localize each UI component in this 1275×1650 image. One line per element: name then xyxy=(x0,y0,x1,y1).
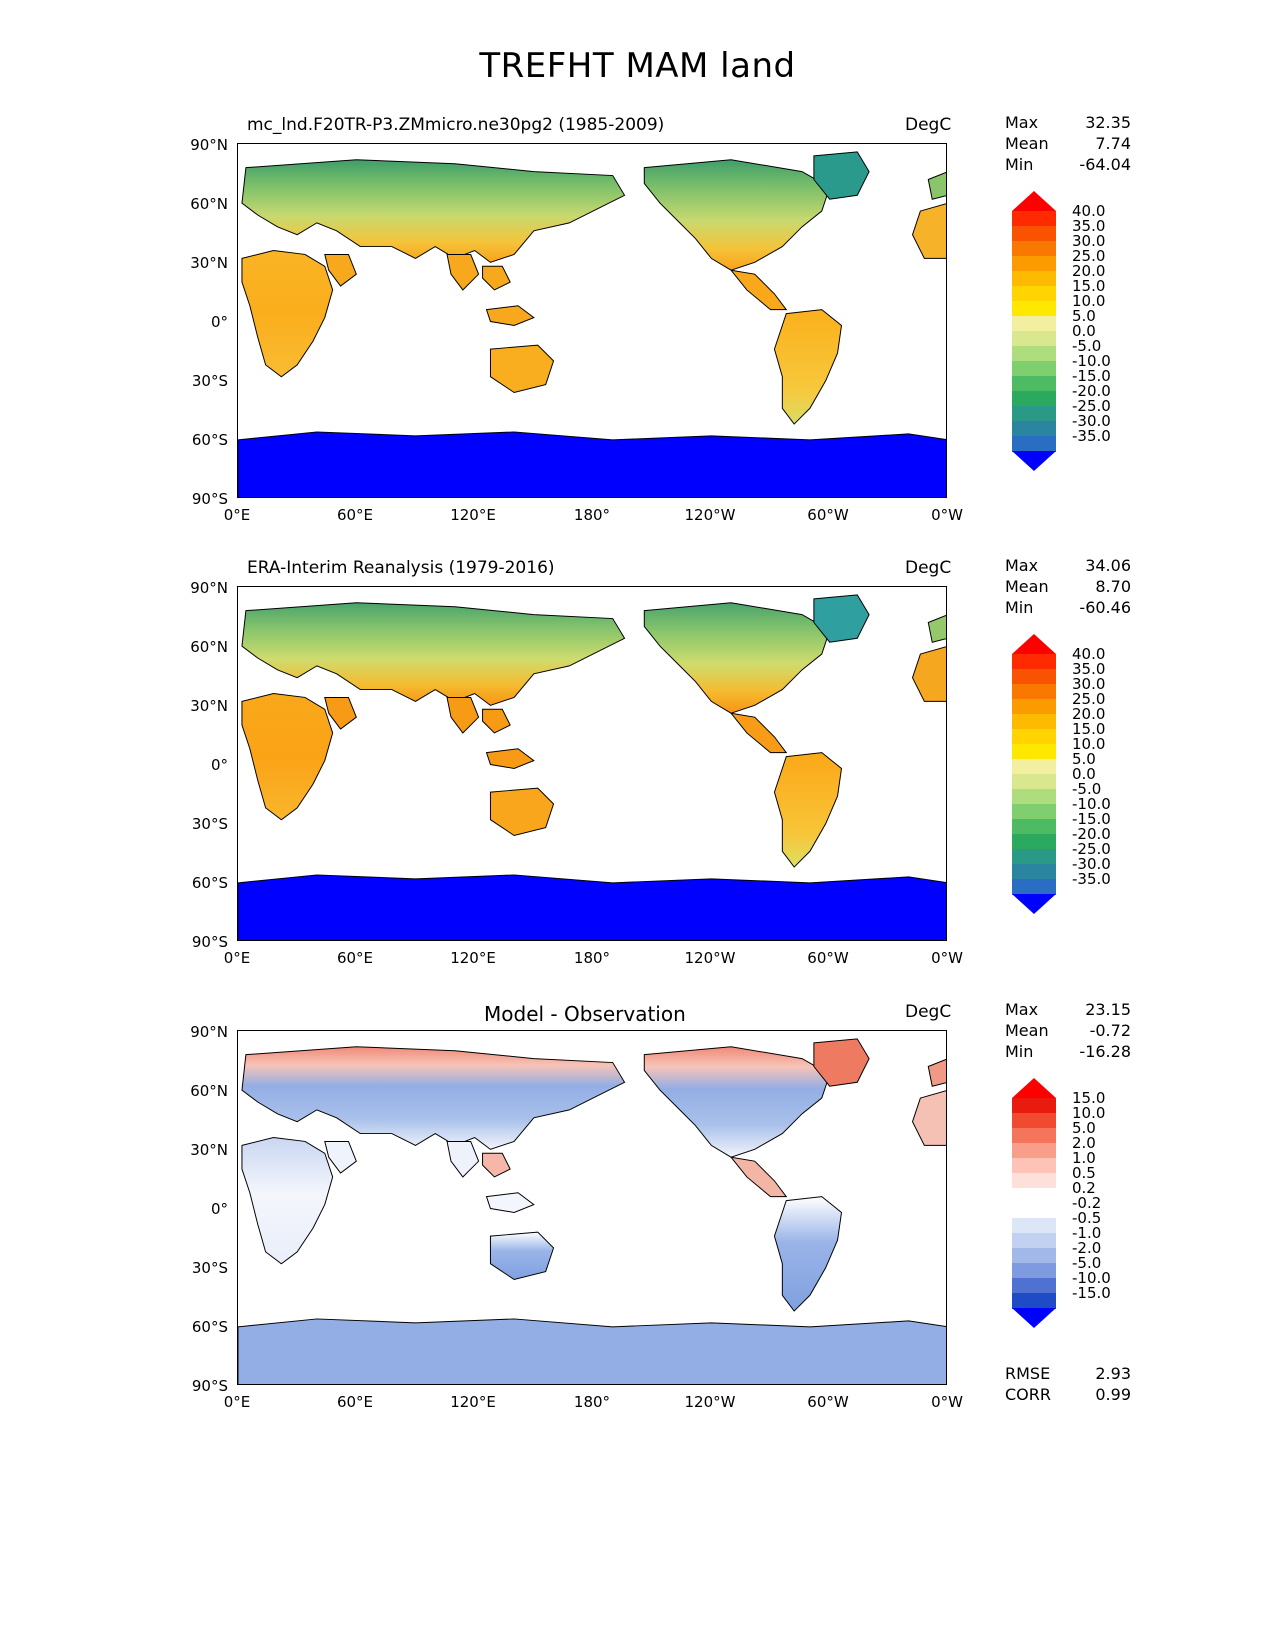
xtick-120w: 120°W xyxy=(684,1393,736,1411)
colorbar-tick-label: 35.0 xyxy=(1072,660,1106,678)
colorbar-segment xyxy=(1012,1248,1056,1264)
colorbar-segment xyxy=(1012,834,1056,850)
colorbar-segment xyxy=(1012,1233,1056,1249)
colorbar-tick-label: 0.0 xyxy=(1072,322,1096,340)
ytick-30n: 30°N xyxy=(190,1141,228,1159)
colorbar-segment xyxy=(1012,406,1056,422)
xtick-120e: 120°E xyxy=(450,1393,496,1411)
colorbar-segment xyxy=(1012,256,1056,272)
colorbar-tick-label: -35.0 xyxy=(1072,427,1111,445)
colorbar-tick-label: -35.0 xyxy=(1072,870,1111,888)
colorbar-tick-label: 35.0 xyxy=(1072,217,1106,235)
ytick-30s: 30°S xyxy=(191,1259,228,1277)
colorbar-segment xyxy=(1012,1143,1056,1159)
colorbar-tick-label: -5.0 xyxy=(1072,780,1102,798)
figure-title: TREFHT MAM land xyxy=(479,46,796,86)
colorbar-tick-label: -25.0 xyxy=(1072,840,1111,858)
colorbar-tick-label: -15.0 xyxy=(1072,1284,1111,1302)
stat-min: Min -60.46 xyxy=(1005,598,1131,617)
colorbar-tick-label: -15.0 xyxy=(1072,810,1111,828)
colorbar-tick-label: -10.0 xyxy=(1072,352,1111,370)
colorbar-tick-label: 15.0 xyxy=(1072,720,1106,738)
colorbar-segment xyxy=(1012,436,1056,452)
colorbar-segment xyxy=(1012,1173,1056,1189)
colorbar[interactable] xyxy=(1012,191,1111,471)
ytick-30s: 30°S xyxy=(191,372,228,390)
colorbar-tick-label: 10.0 xyxy=(1072,1104,1106,1122)
colorbar-segment xyxy=(1012,1098,1056,1114)
colorbar-segment xyxy=(1012,1203,1056,1219)
colorbar-segment xyxy=(1012,1278,1056,1294)
colorbar-segment xyxy=(1012,1218,1056,1234)
colorbar[interactable] xyxy=(1012,1078,1111,1328)
colorbar-tick-label: -30.0 xyxy=(1072,855,1111,873)
colorbar-segment xyxy=(1012,211,1056,227)
map-plot-area[interactable] xyxy=(237,1030,947,1385)
colorbar-arrow-bottom xyxy=(1012,451,1056,471)
colorbar-arrow-top xyxy=(1012,191,1056,211)
colorbar-tick-label: -5.0 xyxy=(1072,337,1102,355)
colorbar-tick-label: -0.2 xyxy=(1072,1194,1102,1212)
colorbar-tick-label: 0.2 xyxy=(1072,1179,1096,1197)
ytick-0: 0° xyxy=(210,756,228,774)
colorbar-arrow-top xyxy=(1012,634,1056,654)
stat-max: Max 32.35 xyxy=(1005,113,1131,132)
colorbar-tick-label: 30.0 xyxy=(1072,675,1106,693)
colorbar-segment xyxy=(1012,421,1056,437)
colorbar-tick-label: -5.0 xyxy=(1072,1254,1102,1272)
xtick-60e: 60°E xyxy=(336,949,374,967)
map-continents xyxy=(238,144,947,498)
ytick-90s: 90°S xyxy=(191,933,228,951)
colorbar-arrow-bottom xyxy=(1012,1308,1056,1328)
colorbar-segment xyxy=(1012,729,1056,745)
colorbar-segment xyxy=(1012,879,1056,895)
colorbar-segment xyxy=(1012,789,1056,805)
colorbar-segment xyxy=(1012,391,1056,407)
ytick-0: 0° xyxy=(210,313,228,331)
colorbar-tick-label: -2.0 xyxy=(1072,1239,1102,1257)
colorbar-segment xyxy=(1012,699,1056,715)
colorbar-tick-label: 25.0 xyxy=(1072,247,1106,265)
ytick-90n: 90°N xyxy=(190,579,228,597)
xtick-180: 180° xyxy=(573,506,611,524)
colorbar-segment xyxy=(1012,864,1056,880)
colorbar-tick-label: 2.0 xyxy=(1072,1134,1096,1152)
stat-mean: Mean -0.72 xyxy=(1005,1021,1131,1040)
colorbar-segment xyxy=(1012,804,1056,820)
colorbar-segment xyxy=(1012,759,1056,775)
colorbar-tick-label: -0.5 xyxy=(1072,1209,1102,1227)
ytick-60s: 60°S xyxy=(191,1318,228,1336)
colorbar-tick-label: 5.0 xyxy=(1072,750,1096,768)
xtick-0w: 0°W xyxy=(931,1393,963,1411)
stat-rmse: RMSE 2.93 xyxy=(1005,1364,1131,1383)
stat-mean: Mean 8.70 xyxy=(1005,577,1131,596)
colorbar-segment xyxy=(1012,286,1056,302)
colorbar-segment xyxy=(1012,226,1056,242)
colorbar-segment xyxy=(1012,1263,1056,1279)
colorbar-tick-label: -1.0 xyxy=(1072,1224,1102,1242)
ytick-0: 0° xyxy=(210,1200,228,1218)
colorbar-tick-label: 0.0 xyxy=(1072,765,1096,783)
colorbar-segment xyxy=(1012,1158,1056,1174)
ytick-60n: 60°N xyxy=(190,1082,228,1100)
ytick-90s: 90°S xyxy=(191,490,228,508)
xtick-180: 180° xyxy=(573,949,611,967)
map-plot-area[interactable] xyxy=(237,143,947,498)
colorbar-tick-label: 0.5 xyxy=(1072,1164,1096,1182)
xtick-60w: 60°W xyxy=(807,1393,849,1411)
panel-units: DegC xyxy=(905,115,952,135)
colorbar-segment xyxy=(1012,714,1056,730)
colorbar-tick-label: 30.0 xyxy=(1072,232,1106,250)
stat-max: Max 34.06 xyxy=(1005,556,1131,575)
colorbar-segment xyxy=(1012,376,1056,392)
colorbar-segment xyxy=(1012,774,1056,790)
colorbar-tick-label: 10.0 xyxy=(1072,292,1106,310)
colorbar-tick-label: 10.0 xyxy=(1072,735,1106,753)
xtick-60w: 60°W xyxy=(807,949,849,967)
colorbar-segment xyxy=(1012,301,1056,317)
colorbar-tick-label: -20.0 xyxy=(1072,825,1111,843)
colorbar-segment xyxy=(1012,654,1056,670)
colorbar-segment xyxy=(1012,669,1056,685)
ytick-30s: 30°S xyxy=(191,815,228,833)
panel-title: mc_lnd.F20TR-P3.ZMmicro.ne30pg2 (1985-2009) xyxy=(247,115,665,135)
stat-min: Min -64.04 xyxy=(1005,155,1131,174)
ytick-60n: 60°N xyxy=(190,195,228,213)
colorbar[interactable] xyxy=(1012,634,1111,914)
xtick-120e: 120°E xyxy=(450,506,496,524)
colorbar-tick-label: 20.0 xyxy=(1072,705,1106,723)
colorbar-tick-label: 25.0 xyxy=(1072,690,1106,708)
colorbar-tick-label: -20.0 xyxy=(1072,382,1111,400)
ytick-30n: 30°N xyxy=(190,254,228,272)
colorbar-tick-label: 5.0 xyxy=(1072,307,1096,325)
panel-title: ERA-Interim Reanalysis (1979-2016) xyxy=(247,558,555,578)
stat-min: Min -16.28 xyxy=(1005,1042,1131,1061)
ytick-90n: 90°N xyxy=(190,1023,228,1041)
colorbar-segment xyxy=(1012,1293,1056,1309)
ytick-90n: 90°N xyxy=(190,136,228,154)
colorbar-tick-label: 1.0 xyxy=(1072,1149,1096,1167)
colorbar-segment xyxy=(1012,1128,1056,1144)
xtick-0w: 0°W xyxy=(931,949,963,967)
panel-title: Model - Observation xyxy=(484,1002,686,1026)
colorbar-tick-label: 15.0 xyxy=(1072,277,1106,295)
xtick-60w: 60°W xyxy=(807,506,849,524)
colorbar-arrow-top xyxy=(1012,1078,1056,1098)
map-continents xyxy=(238,587,947,941)
colorbar-tick-label: 5.0 xyxy=(1072,1119,1096,1137)
xtick-0e: 0°E xyxy=(223,1393,251,1411)
xtick-120w: 120°W xyxy=(684,949,736,967)
ytick-30n: 30°N xyxy=(190,697,228,715)
ytick-60s: 60°S xyxy=(191,874,228,892)
xtick-180: 180° xyxy=(573,1393,611,1411)
xtick-120w: 120°W xyxy=(684,506,736,524)
ytick-60s: 60°S xyxy=(191,431,228,449)
stat-corr: CORR 0.99 xyxy=(1005,1385,1131,1404)
map-plot-area[interactable] xyxy=(237,586,947,941)
colorbar-tick-label: -10.0 xyxy=(1072,1269,1111,1287)
panel-units: DegC xyxy=(905,558,952,578)
colorbar-segment xyxy=(1012,684,1056,700)
colorbar-segment xyxy=(1012,1113,1056,1129)
colorbar-segment xyxy=(1012,346,1056,362)
colorbar-segment xyxy=(1012,1188,1056,1204)
colorbar-arrow-bottom xyxy=(1012,894,1056,914)
colorbar-tick-label: 20.0 xyxy=(1072,262,1106,280)
colorbar-segment xyxy=(1012,271,1056,287)
ytick-90s: 90°S xyxy=(191,1377,228,1395)
xtick-120e: 120°E xyxy=(450,949,496,967)
colorbar-segment xyxy=(1012,849,1056,865)
xtick-60e: 60°E xyxy=(336,1393,374,1411)
colorbar-segment xyxy=(1012,241,1056,257)
colorbar-tick-label: -30.0 xyxy=(1072,412,1111,430)
colorbar-tick-label: -25.0 xyxy=(1072,397,1111,415)
xtick-0e: 0°E xyxy=(223,506,251,524)
colorbar-tick-label: 15.0 xyxy=(1072,1089,1106,1107)
xtick-60e: 60°E xyxy=(336,506,374,524)
ytick-60n: 60°N xyxy=(190,638,228,656)
colorbar-tick-label: 40.0 xyxy=(1072,202,1106,220)
colorbar-segment xyxy=(1012,331,1056,347)
stat-mean: Mean 7.74 xyxy=(1005,134,1131,153)
xtick-0w: 0°W xyxy=(931,506,963,524)
colorbar-segment xyxy=(1012,361,1056,377)
map-continents xyxy=(238,1031,947,1385)
colorbar-tick-label: 40.0 xyxy=(1072,645,1106,663)
colorbar-segment xyxy=(1012,819,1056,835)
colorbar-tick-label: -15.0 xyxy=(1072,367,1111,385)
panel-units: DegC xyxy=(905,1002,952,1022)
xtick-0e: 0°E xyxy=(223,949,251,967)
colorbar-tick-label: -10.0 xyxy=(1072,795,1111,813)
stat-max: Max 23.15 xyxy=(1005,1000,1131,1019)
colorbar-segment xyxy=(1012,316,1056,332)
colorbar-segment xyxy=(1012,744,1056,760)
